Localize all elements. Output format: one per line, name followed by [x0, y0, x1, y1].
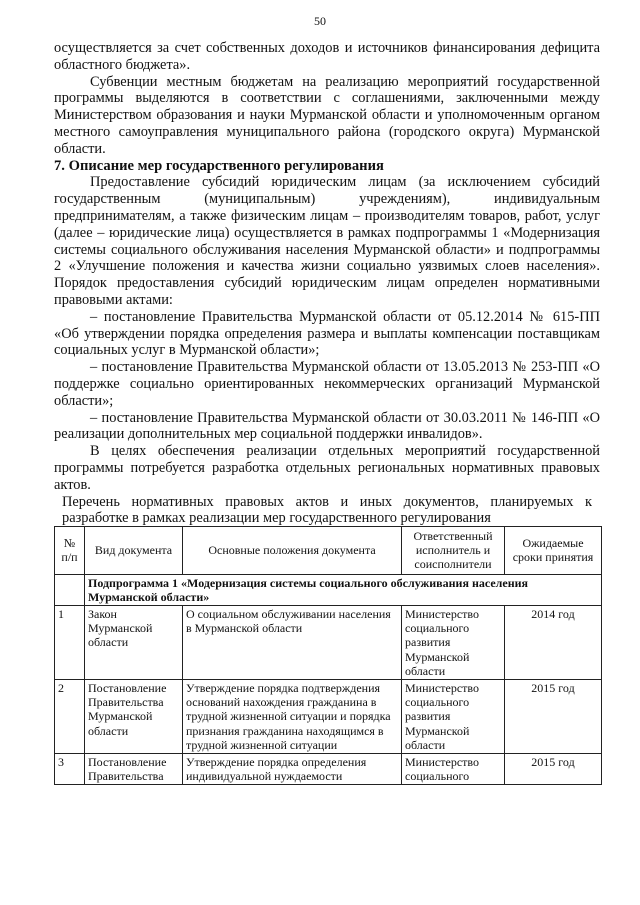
- cell-content: О социальном обслуживании населения в Мурманской области: [183, 605, 402, 679]
- cell-executor: Министерство социального развития Мурманской области: [402, 679, 505, 753]
- header-num: № п/п: [55, 526, 85, 574]
- section-title: 7. Описание мер государственного регулирования: [54, 157, 384, 174]
- cell-num: 2: [55, 679, 85, 753]
- cell-kind: Постановление Правительства: [85, 753, 183, 784]
- header-term: Ожидаемые сроки принятия: [505, 526, 602, 574]
- table-header-row: [55, 526, 602, 574]
- table-row: [55, 753, 602, 784]
- header-content: Основные положения документа: [183, 526, 402, 574]
- paragraph: В целях обеспечения реализации отдельных мероприятий государственной программы потребуется разработка отдельных региональных нормативных правовых актов.: [54, 443, 600, 493]
- subprogram-title: Подпрограмма 1 «Модернизация системы социального обслуживания населения Мурманской области»: [85, 574, 602, 605]
- cell-term: 2015 год: [505, 753, 602, 784]
- paragraph: Субвенции местным бюджетам на реализацию мероприятий государственной программы выделяются в соответствии с соглашениями, заключенными между Министерством образования и науки Мурманской области и уполномоченным органом местного самоуправления муниципального района (городского округа) Мурманской области.: [54, 73, 600, 157]
- document-body: [54, 40, 600, 785]
- cell-content: Утверждение порядка подтверждения оснований нахождения гражданина в трудной жизненной ситуации и порядка признания гражданина находящимся в трудной жизненной ситуации: [183, 679, 402, 753]
- page-number: 50: [314, 14, 326, 28]
- list-item: – постановление Правительства Мурманской области от 05.12.2014 № 615-ПП «Об утверждении порядка определения размера и выплаты компенсации поставщикам социальных услуг в Мурманской области»;: [54, 308, 600, 359]
- cell-kind: Закон Мурманской области: [85, 605, 183, 679]
- header-kind: Вид документа: [85, 526, 183, 574]
- cell-num: 3: [55, 753, 85, 784]
- cell-executor: Министерство социального развития Мурманской области: [402, 605, 505, 679]
- cell-content: Утверждение порядка определения индивидуальной нуждаемости: [183, 753, 402, 784]
- cell-term: 2014 год: [505, 605, 602, 679]
- table-row: [55, 605, 602, 679]
- table-row: [55, 679, 602, 753]
- cell-num: 1: [55, 605, 85, 679]
- list-item: – постановление Правительства Мурманской области от 13.05.2013 № 253-ПП «О поддержке социально ориентированных некоммерческих организаций Мурманской области»;: [54, 359, 600, 409]
- cell-executor: Министерство социального: [402, 753, 505, 784]
- subprogram-empty-cell: [55, 574, 85, 605]
- paragraph: Предоставление субсидий юридическим лицам (за исключением субсидий государственным (муниципальным) учреждениям), индивидуальным предпринимателям, а также физическим лицам – производителям товаров, работ, услуг (далее – юридические лица) осуществляется в рамках подпрограммы 1 «Модернизация системы социального обслуживания населения Мурманской области» и подпрограммы 2 «Улучшение положения и качества жизни социально уязвимых слоев населения». Порядок предоставления субсидий юридическим лицам определен нормативными правовыми актами:: [54, 174, 600, 308]
- cell-kind: Постановление Правительства Мурманской области: [85, 679, 183, 753]
- list-item: – постановление Правительства Мурманской области от 30.03.2011 № 146-ПП «О реализации дополнительных мер социальной поддержки инвалидов».: [54, 409, 600, 443]
- documents-table: [54, 526, 602, 785]
- header-executor: Ответственный исполнитель и соисполнители: [402, 526, 505, 574]
- table-caption: Перечень нормативных правовых актов и иных документов, планируемых к разработке в рамках реализации мер государственного регулирования: [62, 493, 592, 526]
- paragraph: осуществляется за счет собственных доходов и источников финансирования дефицита областного бюджета».: [54, 40, 600, 73]
- cell-term: 2015 год: [505, 679, 602, 753]
- subprogram-row: [55, 574, 602, 605]
